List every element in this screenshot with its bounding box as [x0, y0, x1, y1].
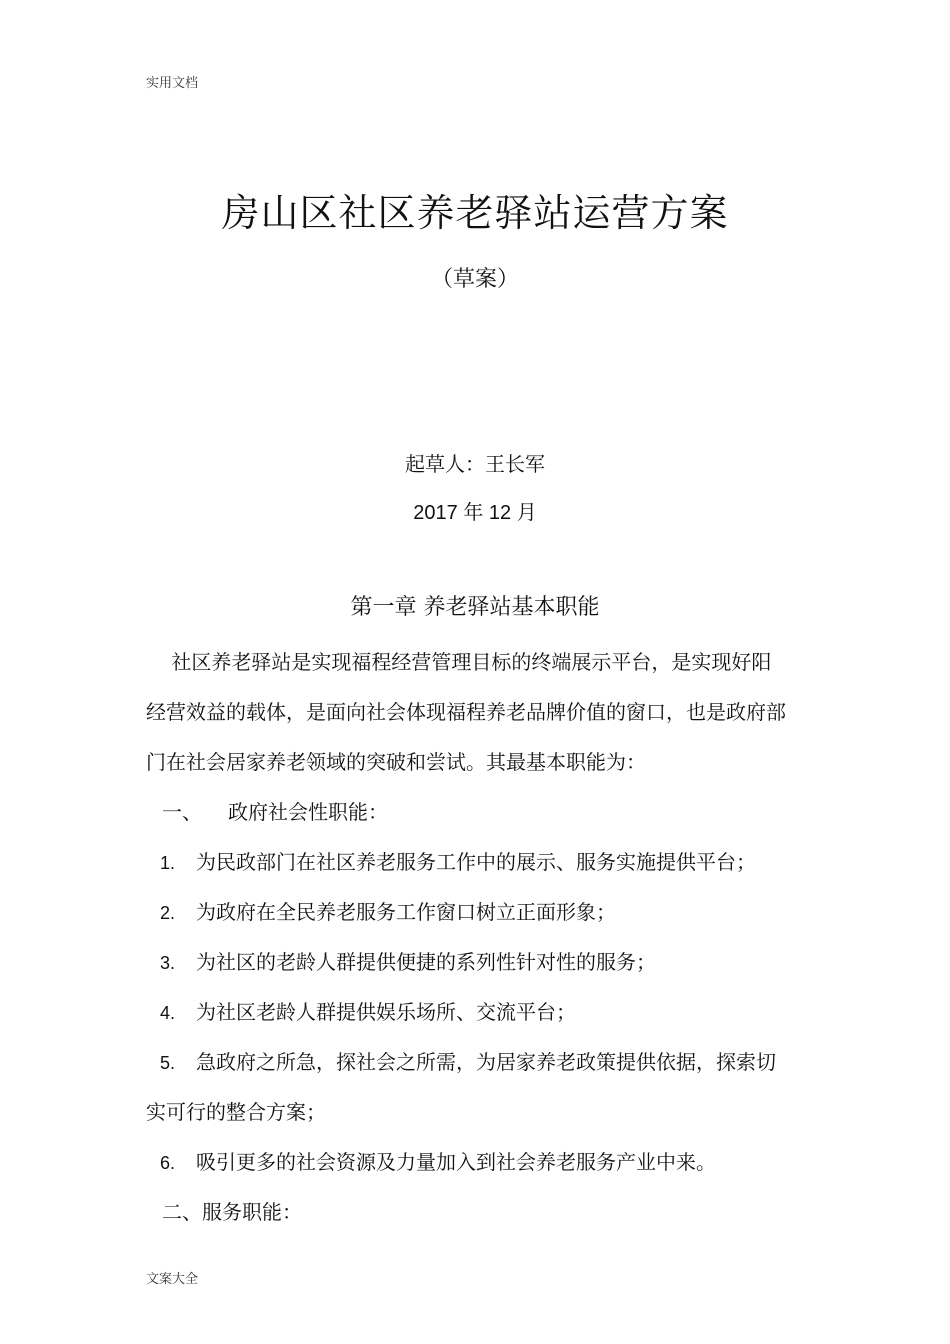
list-item [160, 1146, 716, 1175]
list-text: 吸引更多的社会资源及力量加入到社会养老服务产业中来。 [196, 1150, 716, 1174]
document-subtitle: （草案） [430, 267, 519, 292]
chapter-heading: 第一章 养老驿站基本职能 [350, 595, 600, 620]
list-item [160, 846, 756, 875]
section-heading-2 [162, 1196, 302, 1225]
list-item [160, 946, 656, 975]
section-heading-1 [162, 796, 388, 825]
page-header: 实用文档 [146, 76, 199, 91]
list-item [160, 896, 616, 925]
list-text: 急政府之所急，探社会之所需，为居家养老政策提供依据，探索切 [196, 1050, 776, 1074]
page-footer: 文案大全 [146, 1272, 199, 1287]
list-number: 3. [160, 953, 176, 973]
list-item [160, 1046, 776, 1075]
date-line: 2017 年 12 月 [413, 502, 537, 524]
list-text: 为社区的老龄人群提供便捷的系列性针对性的服务； [196, 950, 656, 974]
list-text: 为社区老龄人群提供娱乐场所、交流平台； [196, 1000, 576, 1024]
list-item [160, 996, 576, 1025]
list-number: 4. [160, 1003, 176, 1023]
document-title: 房山区社区养老驿站运营方案 [221, 191, 729, 235]
intro-line-2: 经营效益的载体，是面向社会体现福程养老品牌价值的窗口，也是政府部 [146, 700, 786, 724]
list-text: 为政府在全民养老服务工作窗口树立正面形象； [196, 900, 616, 924]
list-number: 1. [160, 853, 176, 873]
intro-line-3: 门在社会居家养老领域的突破和尝试。其最基本职能为： [146, 750, 646, 774]
list-text: 为民政部门在社区养老服务工作中的展示、服务实施提供平台； [196, 850, 756, 874]
list-number: 6. [160, 1153, 176, 1173]
intro-line-1: 社区养老驿站是实现福程经营管理目标的终端展示平台，是实现好阳 [146, 650, 772, 674]
drafter-line: 起草人：王长军 [405, 452, 545, 476]
list-item-continuation: 实可行的整合方案； [146, 1100, 326, 1124]
list-number: 2. [160, 903, 176, 923]
section-label: 政府社会性职能： [228, 800, 388, 824]
section-marker: 一、 [162, 800, 202, 824]
section-label: 二、服务职能： [162, 1200, 302, 1224]
list-number: 5. [160, 1053, 176, 1073]
